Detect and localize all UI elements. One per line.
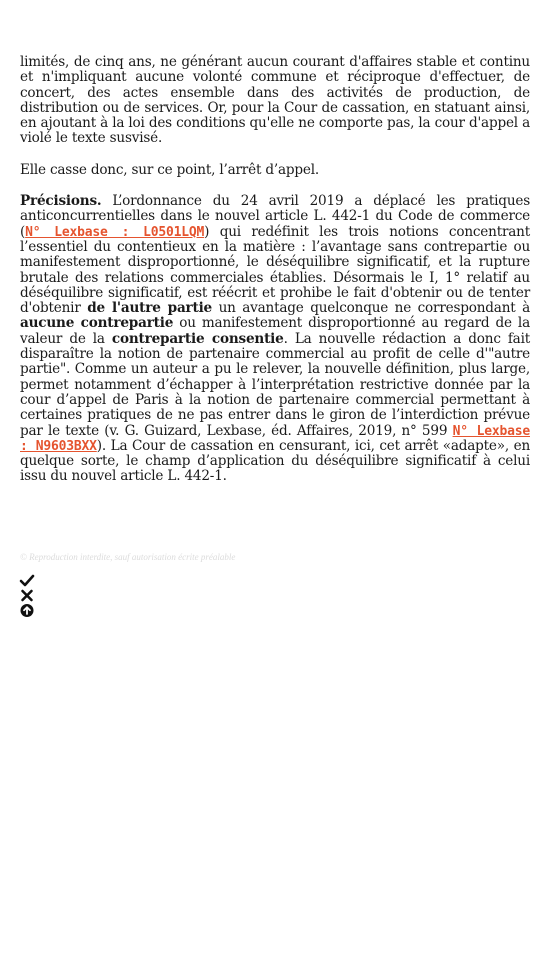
text-segment: . La nouvelle rédaction a donc fait disparaître la notion de partenaire commercial au profit de celle d'"autre partie". Comme un auteur a pu le relever, la nouvelle définition, plus large, permet notamment d’échapper à l’interprétation restrictive donnée par la cour d’appel de Paris à la notion de partenaire commercial permettant à certaines pratiques de ne pas entrer dans le giron de l’interdiction prévue par le texte (v. G. Guizard, Lexbase, éd. Affaires, 2019, n° 599: [20, 330, 530, 439]
arrow-up-circle-icon[interactable]: [19, 603, 35, 618]
text-segment: L’ordonnance du 24 avril 2019 a déplacé les pratiques anticoncurrentielles dans le nouvel article L. 442-1 du Code de commerce (: [20, 193, 530, 240]
text-segment: ) qui redéfinit les trois notions concentrant l’essentiel du contentieux en la matière : l’avantage sans contrepartie ou manifestement disproportionné, le déséquilibre significatif, et la rupture brutale des relations commerciales établies. Désormais le I, 1° relatif au déséquilibre significatif, est réécrit et prohibe le fait d'obtenir ou de tenter d'obtenir: [20, 223, 530, 317]
text-segment: ). La Cour de cassation en censurant, ici, cet arrêt «adapte», en quelque sorte, le champ d’application du déséquilibre significatif à celui issu du nouvel article L. 442-1.: [20, 437, 530, 485]
text-segment: un avantage quelconque ne correspondant à: [212, 300, 530, 317]
precisions-heading: Précisions.: [20, 193, 102, 210]
lexbase-ref-link[interactable]: N° Lexbase : N9603BXX: [20, 423, 530, 454]
emphasis-text: contrepartie consentie: [111, 330, 284, 347]
paragraph-ruling: limités, de cinq ans, ne générant aucun courant d'affaires stable et continu et n'impliquant aucune volonté commune et réciproque d'effectuer, de concert, des actes ensemble dans des activités de production, de distribution ou de services. Or, pour la Cour de cassation, en statuant ainsi, en ajoutant à la loi des conditions qu'elle ne comporte pas, la cour d'appel a violé le texte susvisé.: [20, 54, 530, 147]
text-segment: ou manifestement disproportionné au regard de la valeur de la: [20, 315, 530, 347]
check-icon[interactable]: [19, 573, 35, 588]
article-body: [20, 55, 530, 485]
emphasis-text: de l'autre partie: [87, 300, 213, 317]
copyright-notice: © Reproduction interdite, sauf autorisation écrite préalable: [20, 552, 236, 562]
paragraph-precisions: [20, 194, 530, 485]
lexbase-ref-link[interactable]: N° Lexbase : L0501LQM: [25, 224, 205, 240]
emphasis-text: aucune contrepartie: [20, 315, 174, 332]
paragraph-decision: Elle casse donc, sur ce point, l’arrêt d’appel.: [20, 161, 319, 178]
action-toolbar: [19, 573, 37, 618]
close-icon[interactable]: [19, 588, 35, 603]
